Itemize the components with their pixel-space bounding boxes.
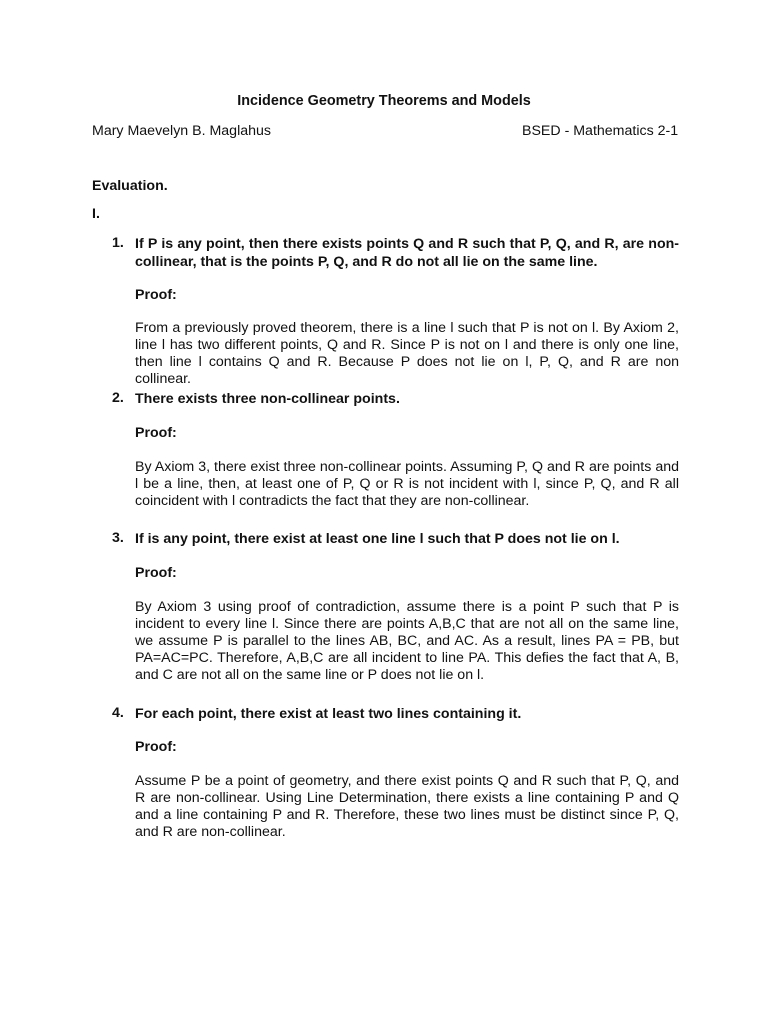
item-number: 1.	[112, 235, 124, 251]
proof-label: Proof:	[135, 565, 177, 581]
document-title: Incidence Geometry Theorems and Models	[237, 93, 531, 109]
item-number: 3.	[112, 530, 124, 546]
item-number: 4.	[112, 705, 124, 721]
theorem-statement: If is any point, there exist at least one line l such that P does not lie on l.	[135, 531, 620, 547]
course-label: BSED - Mathematics 2-1	[522, 123, 679, 139]
proof-text: By Axiom 3 using proof of contradiction, assume there is a point P such that P is incident to every line l. Since there are points A,B,C that are not all on the same line, we assume P is parallel to the lines AB, BC, and AC. As a result, lines PA = PB, but PA=AC=PC. Therefore, A,B,C are all incident to line PA. This defies the fact that A, B, and C are not all on the same line or P does not lie on l.	[135, 599, 679, 683]
theorem-statement: For each point, there exist at least two lines containing it.	[135, 706, 522, 722]
theorem-statement: There exists three non-collinear points.	[135, 391, 400, 407]
proof-text: Assume P be a point of geometry, and there exist points Q and R such that P, Q, and R are non-collinear. Using Line Determination, there exists a line containing P and Q and a line containing P and R. Therefore, these two lines must be distinct since P, Q, and R are non-collinear.	[135, 773, 679, 840]
section-heading: Evaluation.	[92, 178, 168, 194]
theorem-statement: If P is any point, then there exists points Q and R such that P, Q, and R, are non-collinear, that is the points P, Q, and R do not all lie on the same line.	[135, 236, 679, 270]
proof-label: Proof:	[135, 425, 177, 441]
proof-label: Proof:	[135, 287, 177, 303]
item-number: 2.	[112, 390, 124, 406]
proof-text: By Axiom 3, there exist three non-collinear points. Assuming P, Q and R are points and l be a line, then, at least one of P, Q or R is not incident with l, since P, Q, and R all coincident with l contradicts the fact that they are non-collinear.	[135, 459, 679, 509]
proof-label: Proof:	[135, 739, 177, 755]
proof-text: From a previously proved theorem, there is a line l such that P is not on l. By Axiom 2, line l has two different points, Q and R. Since P is not on l and there is only one line, then line l contains Q and R. Because P does not lie on l, P, Q, and R are non collinear.	[135, 320, 679, 387]
part-label: I.	[92, 206, 100, 222]
author-name: Mary Maevelyn B. Maglahus	[92, 123, 271, 139]
